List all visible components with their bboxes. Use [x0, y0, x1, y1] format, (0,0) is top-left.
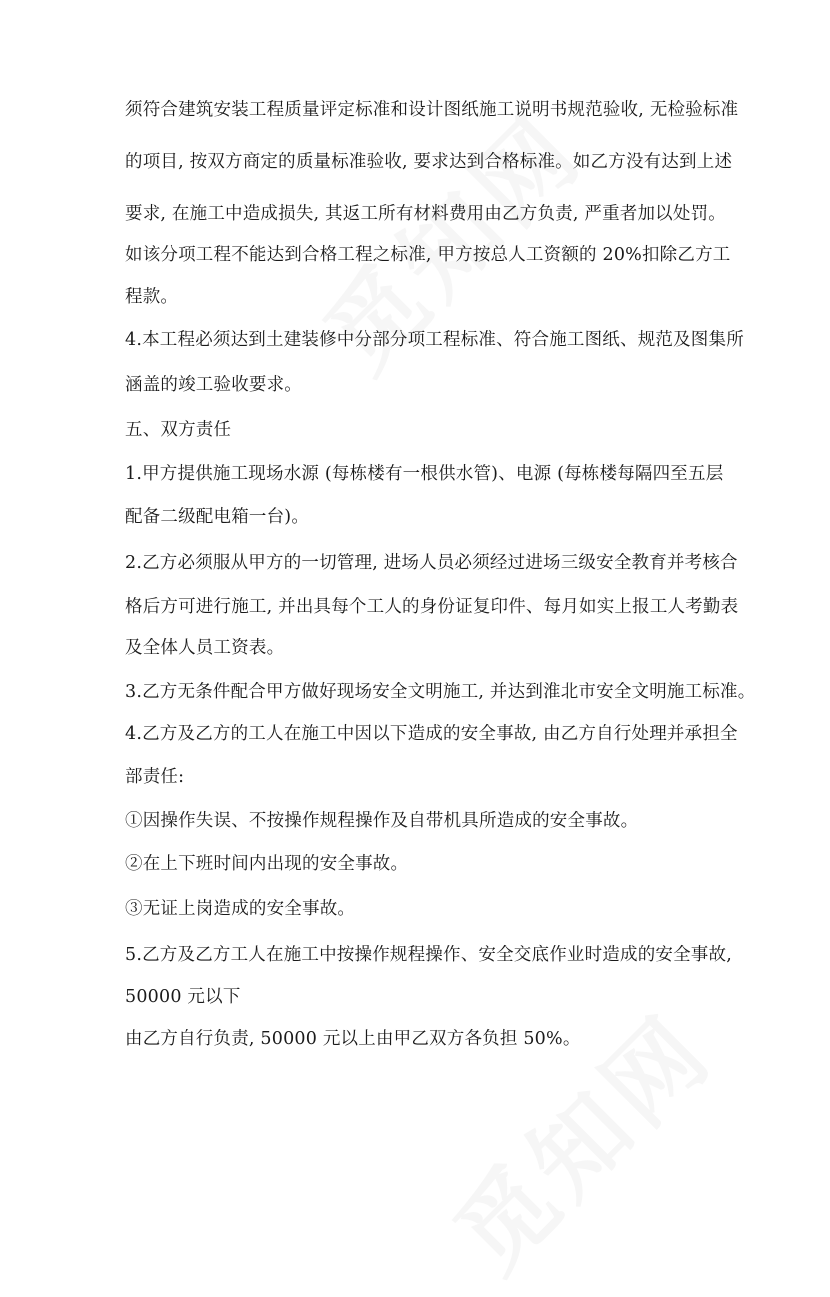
text-line: 涵盖的竣工验收要求。: [125, 375, 302, 395]
text-line: 格后方可进行施工, 并出具每个工人的身份证复印件、每月如实上报工人考勤表: [125, 597, 739, 617]
text-line: 配备二级配电箱一台)。: [125, 507, 310, 527]
text-line: 及全体人员工资表。: [125, 638, 285, 658]
text-line: 要求, 在施工中造成损失, 其返工所有材料费用由乙方负责, 严重者加以处罚。: [125, 204, 726, 224]
text-line: 的项目, 按双方商定的质量标准验收, 要求达到合格标准。如乙方没有达到上述: [125, 152, 733, 172]
text-line: 50000 元以下: [125, 987, 241, 1007]
text-line: 部责任:: [125, 767, 185, 787]
text-line: 1.甲方提供施工现场水源 (每栋楼有一根供水管)、电源 (每栋楼每隔四至五层: [125, 464, 724, 484]
text-line: ②在上下班时间内出现的安全事故。: [125, 854, 409, 874]
text-line: ③无证上岗造成的安全事故。: [125, 899, 356, 919]
text-line: 如该分项工程不能达到合格工程之标准, 甲方按总人工资额的 20%扣除乙方工: [125, 245, 731, 265]
text-line: 3.乙方无条件配合甲方做好现场安全文明施工, 并达到淮北市安全文明施工标准。: [125, 682, 756, 702]
text-line: 4.乙方及乙方的工人在施工中因以下造成的安全事故, 由乙方自行处理并承担全: [125, 724, 738, 744]
text-line: 2.乙方必须服从甲方的一切管理, 进场人员必须经过进场三级安全教育并考核合: [125, 553, 738, 573]
section-heading: 五、双方责任: [125, 420, 232, 440]
watermark: [420, 979, 737, 1296]
text-line: 4.本工程必须达到土建装修中分部分项工程标准、符合施工图纸、规范及图集所: [125, 330, 744, 350]
text-line: 由乙方自行负责, 50000 元以上由甲乙双方各负担 50%。: [125, 1029, 581, 1049]
text-line: 5.乙方及乙方工人在施工中按操作规程操作、安全交底作业时造成的安全事故,: [125, 945, 732, 965]
text-line: 须符合建筑安装工程质量评定标准和设计图纸施工说明书规范验收, 无检验标准: [125, 100, 739, 120]
text-line: ①因操作失误、不按操作规程操作及自带机具所造成的安全事故。: [125, 811, 639, 831]
text-line: 程款。: [125, 287, 179, 307]
